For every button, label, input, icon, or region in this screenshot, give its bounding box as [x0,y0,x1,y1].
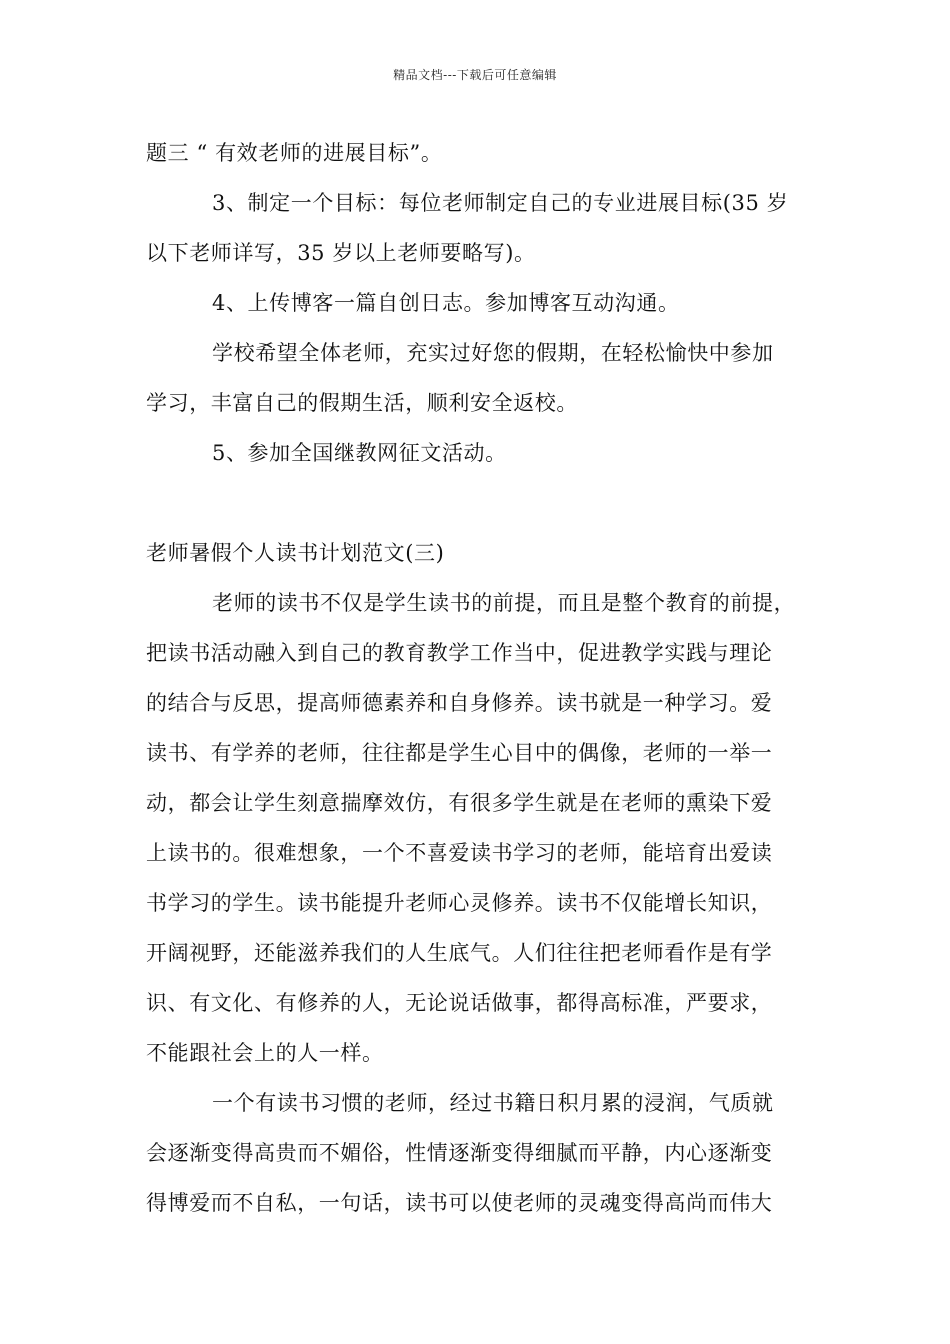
text-line: 读书、有学养的老师，往往都是学生心目中的偶像，老师的一举一 [146,741,773,765]
text-line: 老师暑假个人读书计划范文(三) [146,541,445,565]
text-line: 把读书活动融入到自己的教育教学工作当中，促进教学实践与理论 [146,641,773,665]
text-line: 一个有读书习惯的老师，经过书籍日积月累的浸润，气质就 [212,1091,774,1115]
paragraph [146,528,836,578]
text-line: 的结合与反思，提高师德素养和自身修养。读书就是一种学习。爱 [146,691,773,715]
text-line: 会逐渐变得高贵而不媚俗，性情逐渐变得细腻而平静，内心逐渐变 [146,1141,773,1165]
text-line: 不能跟社会上的人一样。 [146,1041,384,1065]
section-spacer [146,478,836,528]
paragraph [146,428,836,478]
paragraph [146,278,836,328]
text-line: 以下老师详写，35 岁以上老师要略写)。 [146,241,536,265]
text-line: 题三 “ 有效老师的进展目标”。 [146,141,443,165]
paragraph [146,578,836,1078]
text-line: 动，都会让学生刻意揣摩效仿，有很多学生就是在老师的熏染下爱 [146,791,773,815]
paragraph [146,178,836,278]
text-line: 学习，丰富自己的假期生活，顺利安全返校。 [146,391,578,415]
text-line: 4、上传博客一篇自创日志。参加博客互动沟通。 [212,291,680,315]
text-line: 3、制定一个目标：每位老师制定自己的专业进展目标(35 岁 [212,191,789,215]
text-line: 书学习的学生。读书能提升老师心灵修养。读书不仅能增长知识， [146,891,773,915]
text-line: 得博爱而不自私，一句话，读书可以使老师的灵魂变得高尚而伟大 [146,1191,773,1215]
paragraph [146,1078,836,1228]
text-line: 开阔视野，还能滋养我们的人生底气。人们往往把老师看作是有学 [146,941,773,965]
paragraph [146,128,836,178]
paragraph [146,328,836,428]
page-header: 精品文档---下载后可任意编辑 [393,68,557,82]
text-line: 老师的读书不仅是学生读书的前提，而且是整个教育的前提， [212,591,796,615]
text-line: 识、有文化、有修养的人，无论说话做事，都得高标准，严要求， [146,991,773,1015]
text-line: 学校希望全体老师，充实过好您的假期，在轻松愉快中参加 [212,341,774,365]
text-line: 5、参加全国继教网征文活动。 [212,441,507,465]
text-line: 上读书的。很难想象，一个不喜爱读书学习的老师，能培育出爱读 [146,841,773,865]
document-body [146,128,836,1228]
